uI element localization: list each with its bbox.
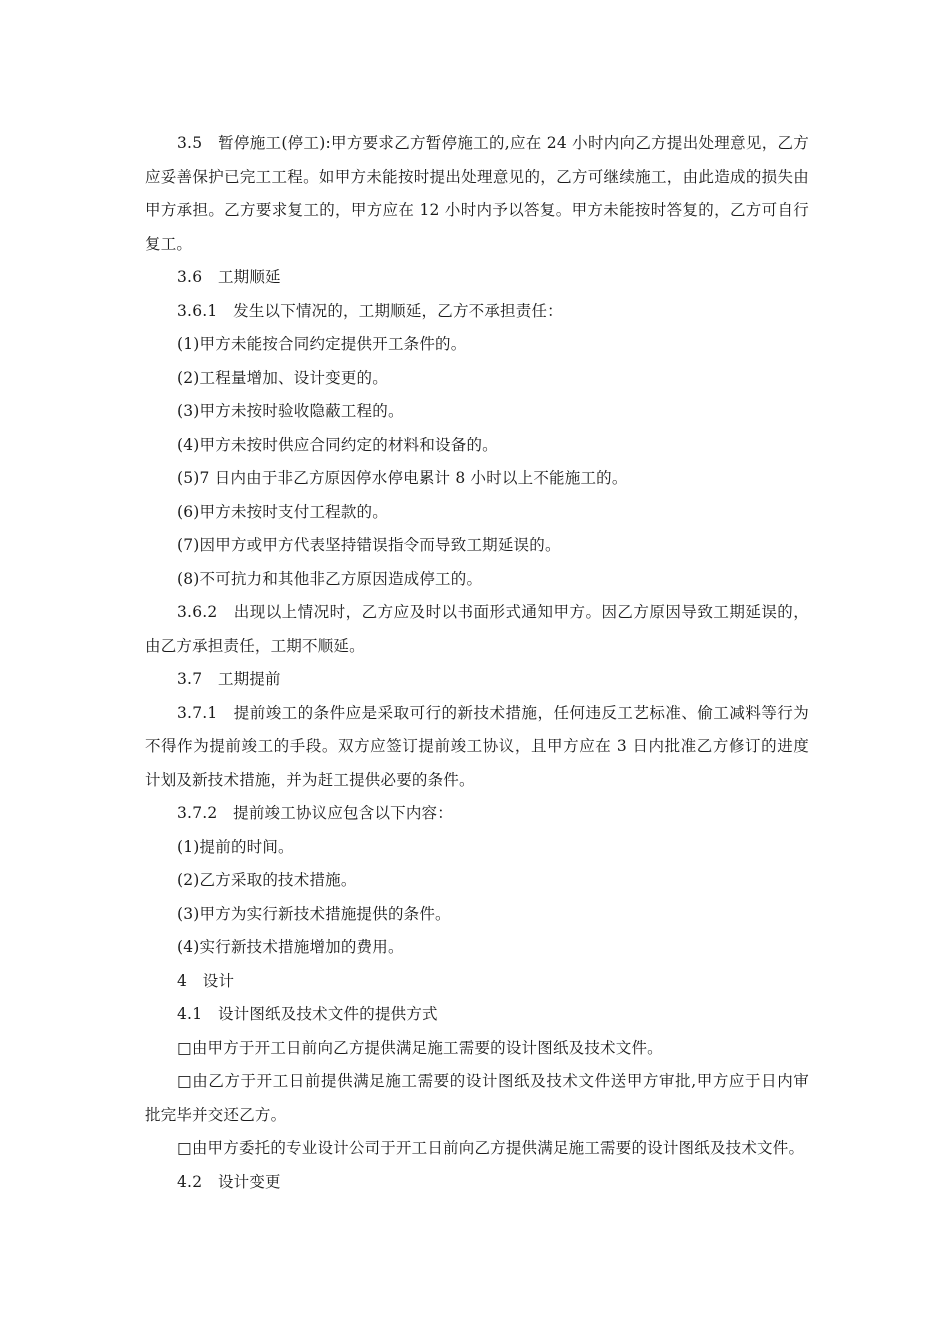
heading-4-2: 4.2 设计变更 (177, 1172, 281, 1191)
heading-3-6: 3.6 工期顺延 (177, 268, 281, 286)
list-item-3-6-1-8: (8)不可抗力和其他非乙方原因造成停工的。 (177, 569, 483, 588)
heading-4: 4 设计 (177, 971, 235, 990)
list-item-3-7-2-4: (4)实行新技术措施增加的费用。 (177, 938, 404, 956)
clause-3-6-2: 3.6.2 出现以上情况时，乙方应及时以书面形式通知甲方。因乙方原因导致工期延误的，由乙方承担责任，工期不顺延。 (145, 603, 809, 655)
list-item-3-6-1-4: (4)甲方未按时供应合同约定的材料和设备的。 (177, 435, 498, 454)
document-body (145, 127, 809, 1199)
list-item-3-6-1-6: (6)甲方未按时支付工程款的。 (177, 502, 388, 521)
list-item-3-7-2-3: (3)甲方为实行新技术措施提供的条件。 (177, 904, 451, 923)
list-item-3-6-1-5: (5)7 日内由于非乙方原因停水停电累计 8 小时以上不能施工的。 (177, 469, 628, 487)
list-item-3-7-2-2: (2)乙方采取的技术措施。 (177, 871, 357, 889)
clause-3-7-1: 3.7.1 提前竣工的条件应是采取可行的新技术措施，任何违反工艺标准、偷工减料等行为不得作为提前竣工的手段。双方应签订提前竣工协议，且甲方应在 3 日内批准乙方修订的进度计划及新技术措施，并为赶工提供必要的条件。 (145, 703, 809, 789)
list-item-3-6-1-7: (7)因甲方或甲方代表坚持错误指令而导致工期延误的。 (177, 536, 561, 554)
clause-3-5: 3.5 暂停施工(停工):甲方要求乙方暂停施工的,应在 24 小时内向乙方提出处理意见，乙方应妥善保护已完工工程。如甲方未能按时提出处理意见的，乙方可继续施工，由此造成的损失由甲方承担。乙方要求复工的，甲方应在 12 小时内予以答复。甲方未能按时答复的，乙方可自行复工。 (145, 134, 809, 253)
list-item-3-6-1-1: (1)甲方未能按合同约定提供开工条件的。 (177, 335, 467, 353)
option-4-1-a: □由甲方于开工日前向乙方提供满足施工需要的设计图纸及技术文件。 (177, 1038, 663, 1057)
list-item-3-7-2-1: (1)提前的时间。 (177, 837, 294, 856)
option-4-1-c: □由甲方委托的专业设计公司于开工日前向乙方提供满足施工需要的设计图纸及技术文件。 (177, 1139, 805, 1157)
heading-3-7: 3.7 工期提前 (177, 670, 281, 688)
clause-3-6-1: 3.6.1 发生以下情况的，工期顺延，乙方不承担责任： (177, 301, 563, 320)
list-item-3-6-1-2: (2)工程量增加、设计变更的。 (177, 368, 388, 387)
clause-3-7-2: 3.7.2 提前竣工协议应包含以下内容： (177, 804, 453, 822)
list-item-3-6-1-3: (3)甲方未按时验收隐蔽工程的。 (177, 402, 404, 420)
heading-4-1: 4.1 设计图纸及技术文件的提供方式 (177, 1005, 438, 1023)
option-4-1-b: □由乙方于开工日前提供满足施工需要的设计图纸及技术文件送甲方审批,甲方应于日内审批完毕并交还乙方。 (145, 1072, 809, 1124)
